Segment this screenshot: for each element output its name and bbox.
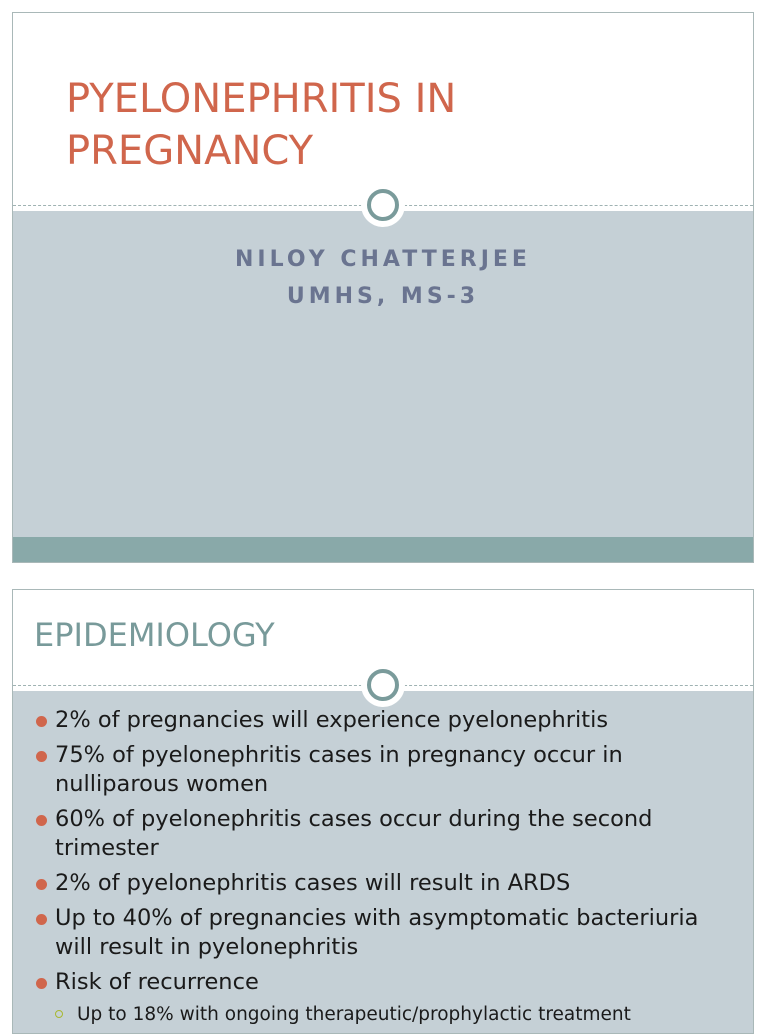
slide-title-line-1: PYELONEPHRITIS IN: [66, 76, 457, 122]
bullet-dot-icon: [36, 815, 47, 826]
bullet-text: Up to 40% of pregnancies with asymptomatic bacteriuria will result in pyelonephritis: [55, 905, 699, 960]
section-title: EPIDEMIOLOGY: [34, 616, 275, 654]
bullet-text: 2% of pregnancies will experience pyelonephritis: [55, 707, 609, 733]
bullet-item: [34, 904, 734, 962]
bullet-item: [34, 869, 734, 898]
ring-ornament-icon: [361, 183, 405, 227]
bullet-text: 75% of pyelonephritis cases in pregnancy occur in nulliparous women: [55, 742, 623, 797]
sub-bullet-item: [55, 1003, 734, 1027]
bullet-dot-icon: [36, 751, 47, 762]
author-affiliation: UMHS, MS-3: [286, 284, 480, 309]
bullet-dot-icon: [36, 978, 47, 989]
bullet-dot-icon: [36, 716, 47, 727]
bullet-text: 60% of pyelonephritis cases occur during the second trimester: [55, 806, 653, 861]
author-name: NILOY CHATTERJEE: [235, 247, 531, 272]
epidemiology-slide: [12, 589, 754, 1034]
bullet-item: [34, 968, 734, 1027]
bullet-dot-icon: [36, 914, 47, 925]
bullet-text: Risk of recurrence: [55, 969, 259, 995]
slide-title-line-2: PREGNANCY: [66, 128, 314, 174]
slide-subtitle: [13, 241, 753, 315]
title-slide: [12, 12, 754, 563]
ring-ornament-icon: [361, 663, 405, 707]
bullet-item: [34, 741, 734, 799]
sub-bullet-text: Up to 18% with ongoing therapeutic/prophylactic treatment: [77, 1004, 631, 1025]
slide-title: [66, 73, 726, 177]
bullet-item: [34, 706, 734, 735]
sub-bullet-list: [55, 1003, 734, 1027]
bullet-dot-icon: [36, 879, 47, 890]
bullet-item: [34, 805, 734, 863]
footer-bar: [13, 537, 753, 563]
bullet-text: 2% of pyelonephritis cases will result in ARDS: [55, 870, 571, 896]
bullet-list: [34, 706, 734, 1033]
sub-bullet-circle-icon: [55, 1010, 63, 1018]
